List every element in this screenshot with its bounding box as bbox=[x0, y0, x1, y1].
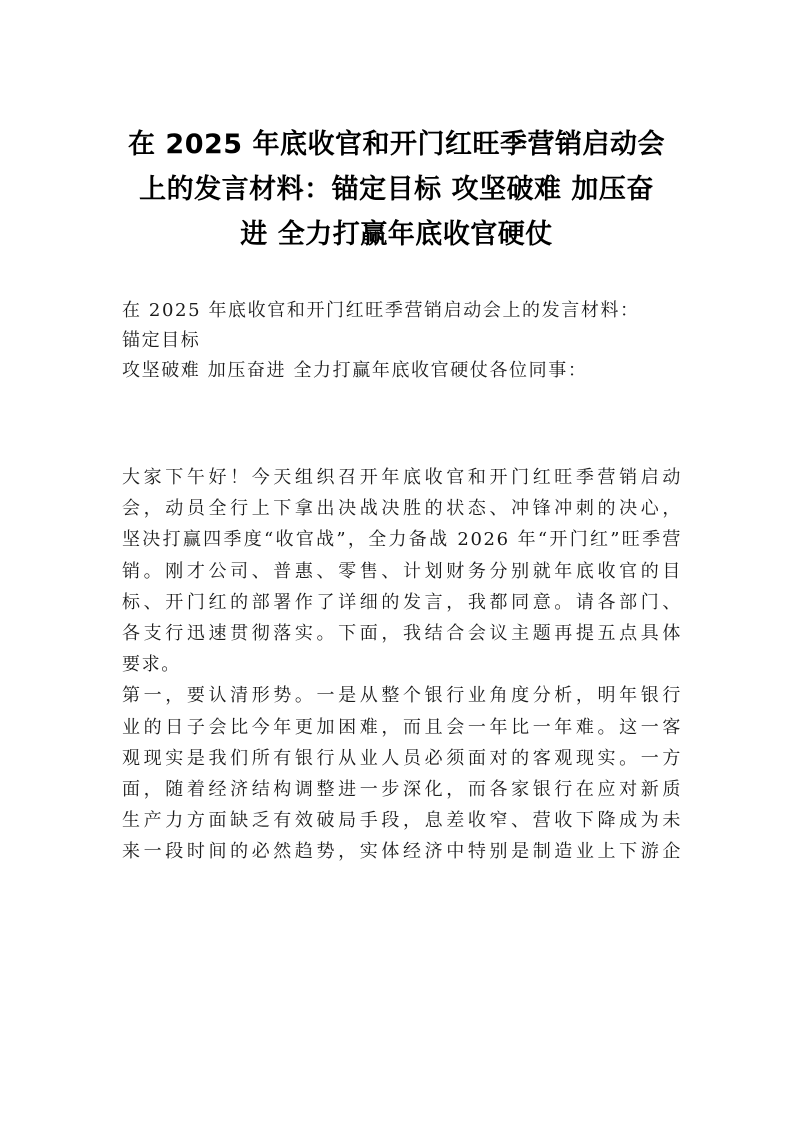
intro-line: 在 2025 年底收官和开门红旺季营销启动会上的发言材料： bbox=[122, 300, 640, 321]
paragraph-line: 各支行迅速贯彻落实。下面，我结合会议主题再提五点具体 bbox=[122, 623, 682, 645]
paragraph-line: 第一，要认清形势。一是从整个银行业角度分析，明年银行 bbox=[122, 685, 682, 707]
intro-line: 攻坚破难 加压奋进 全力打赢年底收官硬仗各位同事： bbox=[122, 360, 588, 381]
title-line: 在 2025 年底收官和开门红旺季营销启动会 bbox=[128, 129, 665, 160]
paragraph-line: 大家下午好！今天组织召开年底收官和开门红旺季营销启动 bbox=[122, 467, 682, 488]
paragraph-line: 标、开门红的部署作了详细的发言，我都同意。请各部门、 bbox=[122, 591, 682, 613]
paragraph-line: 面，随着经济结构调整进一步深化，而各家银行在应对新质 bbox=[122, 779, 682, 801]
paragraph-first-point bbox=[122, 680, 682, 867]
paragraph-line: 观现实是我们所有银行从业人员必须面对的客观现实。一方 bbox=[122, 747, 682, 769]
paragraph-greeting bbox=[122, 462, 682, 680]
paragraph-line: 销。刚才公司、普惠、零售、计划财务分别就年底收官的目 bbox=[122, 560, 682, 582]
paragraph-line: 业的日子会比今年更加困难，而且会一年比一年难。这一客 bbox=[122, 716, 682, 738]
paragraph-line: 会，动员全行上下拿出决战决胜的状态、冲锋冲刺的决心， bbox=[122, 498, 682, 520]
body-text bbox=[122, 462, 682, 868]
title-line: 进 全力打赢年底收官硬仗 bbox=[240, 219, 553, 250]
title-line: 上的发言材料：锚定目标 攻坚破难 加压奋 bbox=[139, 174, 654, 205]
intro-line: 锚定目标 bbox=[122, 330, 201, 351]
paragraph-line: 坚决打赢四季度“收官战”，全力备战 2026 年“开门红”旺季营 bbox=[122, 529, 682, 551]
paragraph-line: 生产力方面缺乏有效破局手段，息差收窄、营收下降成为未 bbox=[122, 810, 682, 832]
document-title bbox=[110, 122, 683, 257]
intro-block bbox=[122, 296, 682, 386]
paragraph-line: 要求。 bbox=[122, 654, 181, 676]
paragraph-line: 来一段时间的必然趋势，实体经济中特别是制造业上下游企 bbox=[122, 841, 682, 863]
